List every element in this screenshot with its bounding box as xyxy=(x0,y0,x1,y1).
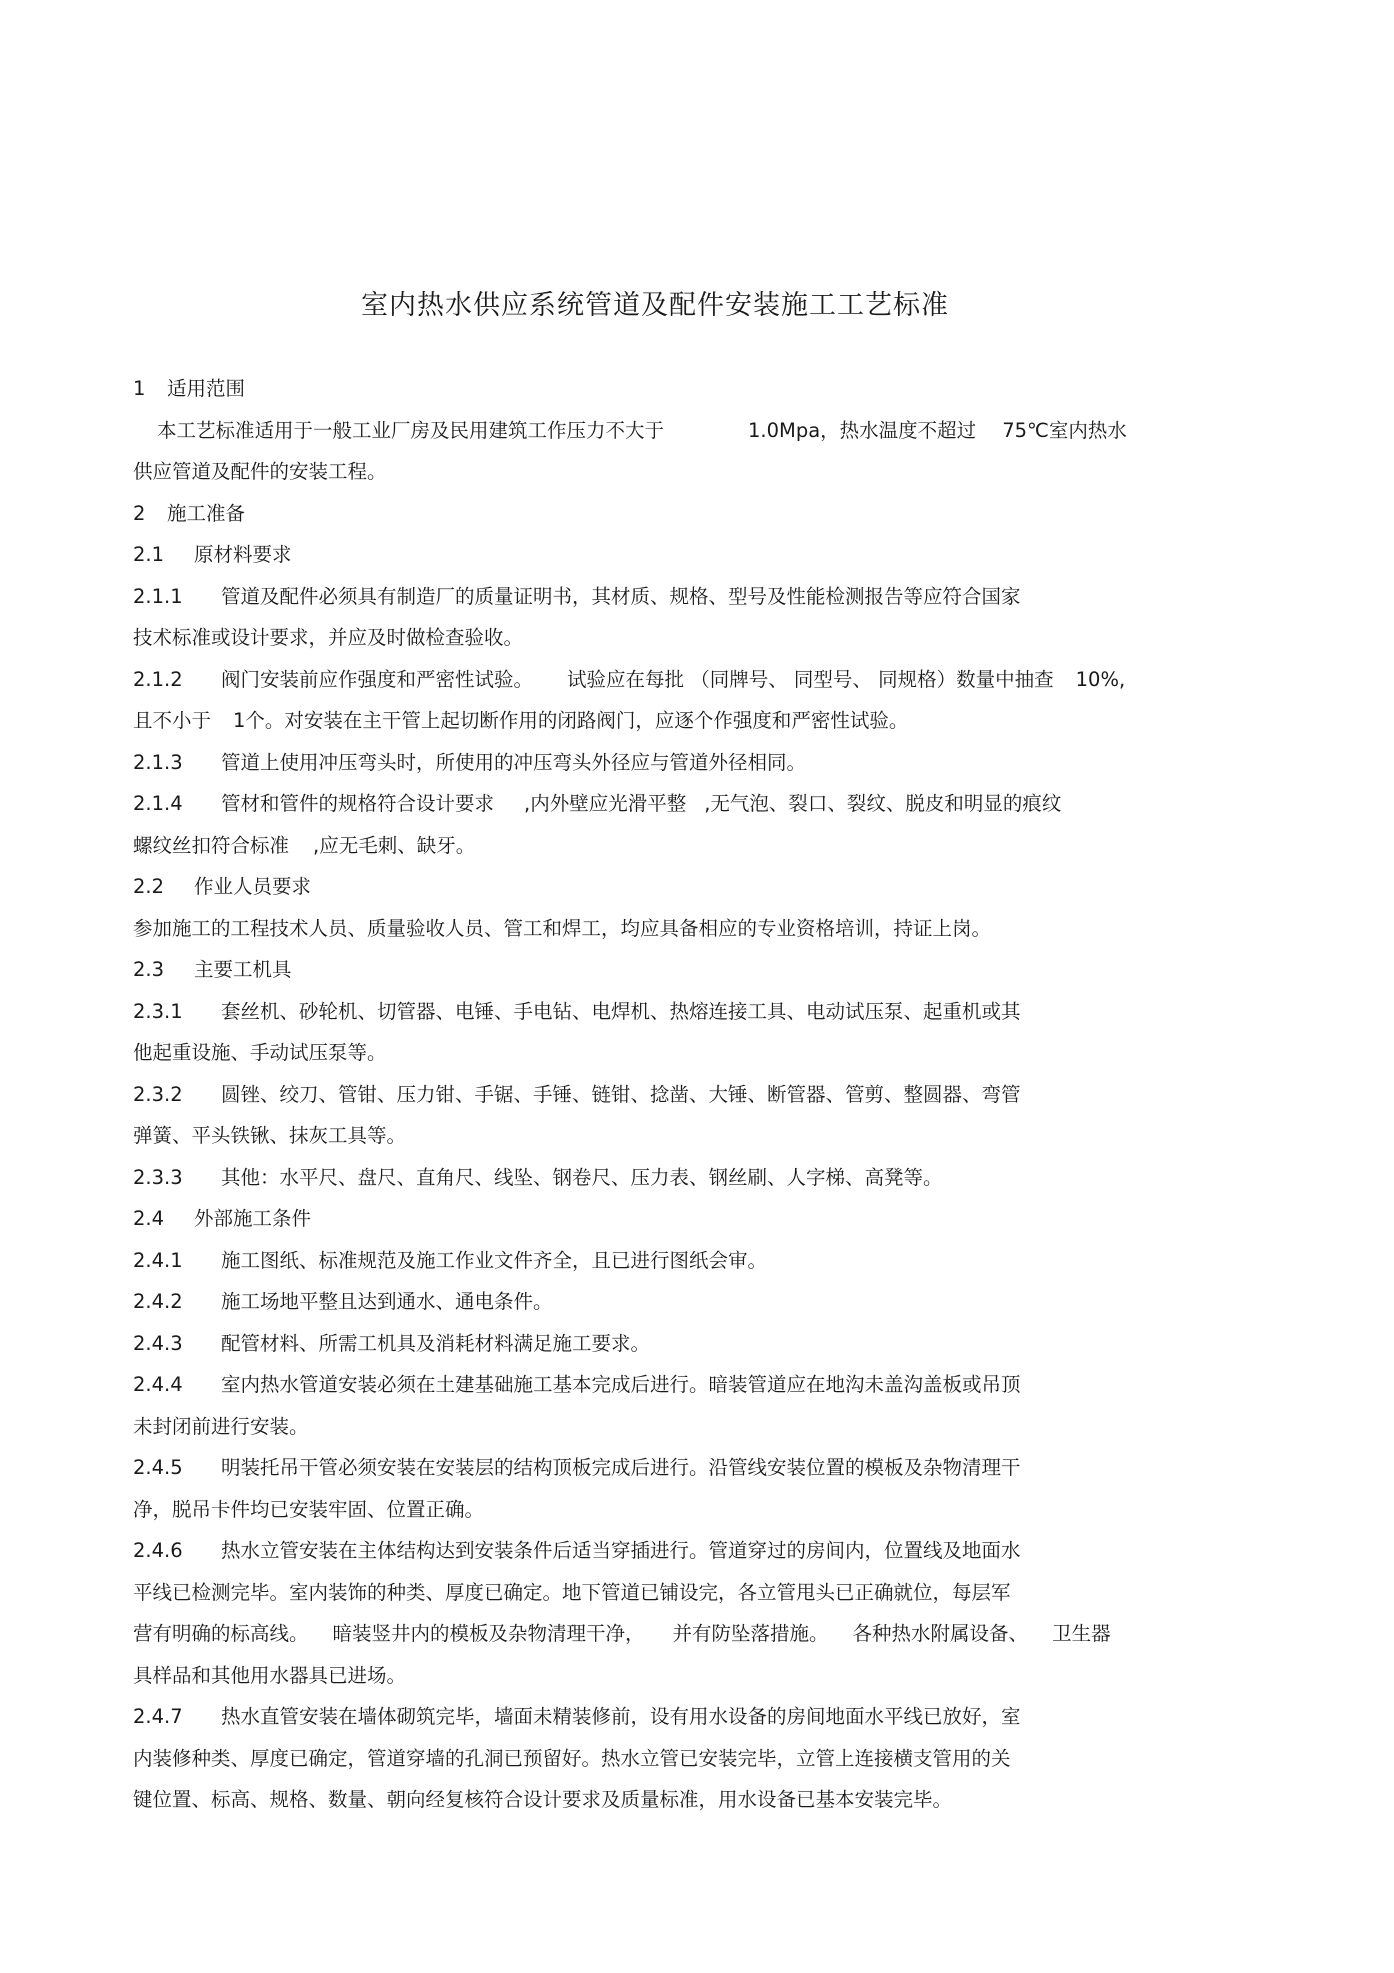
line-text: ,应无毛刺、缺牙。 xyxy=(313,834,476,857)
line-text: 施工图纸、标准规范及施工作业文件齐全，且已进行图纸会审。 xyxy=(221,1249,768,1272)
line-text: 配管材料、所需工机具及消耗材料满足施工要求。 xyxy=(221,1332,651,1355)
section-number: 2.1.2 xyxy=(133,668,183,691)
line-text: 内装修种类、厚度已确定，管道穿墙的孔洞已预留好。热水立管已安装完毕，立管上连接横支管用的关 xyxy=(133,1747,1011,1770)
section-heading xyxy=(133,375,245,403)
line-text: 管道上使用冲压弯头时，所使用的冲压弯头外径应与管道外径相同。 xyxy=(221,751,807,774)
line-text: 净，脱吊卡件均已安装牢固、位置正确。 xyxy=(133,1498,485,1521)
line-text: 施工场地平整且达到通水、通电条件。 xyxy=(221,1290,553,1313)
section-number: 2.4.7 xyxy=(133,1705,183,1728)
line-text: 键位置、标高、规格、数量、朝向经复核符合设计要求及质量标准，用水设备已基本安装完毕。 xyxy=(133,1788,953,1811)
line-text: 管道及配件必须具有制造厂的质量证明书，其材质、规格、型号及性能检测报告等应符合国家 xyxy=(221,585,1021,608)
line-text: 试验应在每批 （同牌号、 同型号、 同规格）数量中抽查 xyxy=(567,668,1054,691)
section-heading xyxy=(133,956,292,984)
paragraph-line xyxy=(133,1496,484,1524)
line-text: 管材和管件的规格符合设计要求 xyxy=(221,792,495,815)
section-number: 2.4.5 xyxy=(133,1456,183,1479)
line-text: 暗装竖井内的模板及杂物清理干净， xyxy=(332,1622,645,1645)
line-text: 供应管道及配件的安装工程。 xyxy=(133,460,387,483)
line-text: 本工艺标准适用于一般工业厂房及民用建筑工作压力不大于 xyxy=(157,419,665,442)
section-number: 2.1.4 xyxy=(133,792,183,815)
line-text: 平线已检测完毕。室内装饰的种类、厚度已确定。地下管道已铺设完，各立管甩头已正确就位，每层军 xyxy=(133,1581,1011,1604)
paragraph-line xyxy=(133,1454,1021,1482)
line-text: 未封闭前进行安装。 xyxy=(133,1415,309,1438)
line-text: 具样品和其他用水器具已进场。 xyxy=(133,1664,407,1687)
section-number: 2.4 xyxy=(133,1207,165,1230)
line-text: 1.0Mpa，热水温度不超过 xyxy=(748,419,977,442)
line-text: 参加施工的工程技术人员、质量验收人员、管工和焊工，均应具备相应的专业资格培训，持证上岗。 xyxy=(133,917,992,940)
line-text: ,无气泡、裂口、裂纹、脱皮和明显的痕纹 xyxy=(704,792,1062,815)
section-number: 2.4.6 xyxy=(133,1539,183,1562)
paragraph-line xyxy=(133,790,1061,818)
section-heading xyxy=(133,541,292,569)
line-text: 其他：水平尺、盘尺、直角尺、线坠、钢卷尺、压力表、钢丝刷、人字梯、高凳等。 xyxy=(221,1166,943,1189)
line-text: 阀门安装前应作强度和严密性试验。 xyxy=(221,668,534,691)
section-heading xyxy=(133,1205,311,1233)
paragraph-line xyxy=(133,707,908,735)
section-number: 1 xyxy=(133,377,146,400)
section-number: 2 xyxy=(133,502,146,525)
line-text: 且不小于 xyxy=(133,709,212,732)
line-text: 热水直管安装在墙体砌筑完毕，墙面未精装修前，设有用水设备的房间地面水平线已放好，室 xyxy=(221,1705,1021,1728)
paragraph-line xyxy=(133,1330,650,1358)
paragraph-line xyxy=(133,666,1125,694)
line-text: 营有明确的标高线。 xyxy=(133,1622,309,1645)
paragraph-line xyxy=(133,583,1021,611)
paragraph-line xyxy=(133,1537,1021,1565)
line-text: 套丝机、砂轮机、切管器、电锤、手电钻、电焊机、热熔连接工具、电动试压泵、起重机或其 xyxy=(221,1000,1021,1023)
paragraph-line xyxy=(133,1703,1021,1731)
section-heading xyxy=(133,500,245,528)
section-number: 2.4.1 xyxy=(133,1249,183,1272)
line-text: 圆锉、绞刀、管钳、压力钳、手锯、手锤、链钳、捻凿、大锤、断管器、管剪、整圆器、弯管 xyxy=(221,1083,1021,1106)
paragraph-line xyxy=(133,1288,553,1316)
paragraph-line xyxy=(133,998,1021,1026)
line-text: 卫生器 xyxy=(1052,1622,1111,1645)
section-heading xyxy=(133,873,311,901)
line-text: 并有防坠落措施。 xyxy=(672,1622,829,1645)
line-text: 各种热水附属设备、 xyxy=(852,1622,1029,1645)
page-title: 室内热水供应系统管道及配件安装施工工艺标准 xyxy=(361,290,949,321)
section-number: 2.1.3 xyxy=(133,751,183,774)
section-number: 2.4.3 xyxy=(133,1332,183,1355)
paragraph-line xyxy=(133,458,387,486)
section-text: 施工准备 xyxy=(167,502,246,525)
paragraph-line xyxy=(133,1081,1021,1109)
section-number: 2.2 xyxy=(133,875,165,898)
line-text: 热水立管安装在主体结构达到安装条件后适当穿插进行。管道穿过的房间内，位置线及地面水 xyxy=(221,1539,1021,1562)
line-text: 1个。对安装在主干管上起切断作用的闭路阀门，应逐个作强度和严密性试验。 xyxy=(233,709,909,732)
section-text: 适用范围 xyxy=(167,377,246,400)
paragraph-line xyxy=(157,417,1127,445)
paragraph-line xyxy=(133,1122,406,1150)
section-text: 主要工机具 xyxy=(194,958,292,981)
line-text: 室内热水管道安装必须在土建基础施工基本完成后进行。暗装管道应在地沟未盖沟盖板或吊顶 xyxy=(221,1373,1021,1396)
paragraph-line xyxy=(133,1579,1011,1607)
line-text: 他起重设施、手动试压泵等。 xyxy=(133,1041,387,1064)
section-number: 2.3.1 xyxy=(133,1000,183,1023)
line-text: 75℃室内热水 xyxy=(1002,419,1127,442)
line-text: 10%, xyxy=(1075,668,1126,691)
paragraph-line xyxy=(133,1247,767,1275)
section-number: 2.4.2 xyxy=(133,1290,183,1313)
line-text: 弹簧、平头铁锹、抹灰工具等。 xyxy=(133,1124,407,1147)
paragraph-line xyxy=(133,1039,387,1067)
paragraph-line xyxy=(133,1371,1021,1399)
paragraph-line xyxy=(133,1620,1111,1648)
paragraph-line xyxy=(133,624,523,652)
line-text: 明装托吊干管必须安装在安装层的结构顶板完成后进行。沿管线安装位置的模板及杂物清理干 xyxy=(221,1456,1021,1479)
paragraph-line xyxy=(133,1164,943,1192)
line-text: ,内外壁应光滑平整 xyxy=(524,792,687,815)
section-number: 2.1.1 xyxy=(133,585,183,608)
line-text: 螺纹丝扣符合标准 xyxy=(133,834,290,857)
section-text: 原材料要求 xyxy=(194,543,292,566)
paragraph-line xyxy=(133,832,475,860)
paragraph-line xyxy=(133,1413,309,1441)
section-number: 2.4.4 xyxy=(133,1373,183,1396)
section-number: 2.3.3 xyxy=(133,1166,183,1189)
paragraph-line xyxy=(133,915,991,943)
line-text: 技术标准或设计要求，并应及时做检查验收。 xyxy=(133,626,524,649)
section-number: 2.1 xyxy=(133,543,165,566)
paragraph-line xyxy=(133,1745,1011,1773)
section-number: 2.3 xyxy=(133,958,165,981)
paragraph-line xyxy=(133,1662,406,1690)
section-number: 2.3.2 xyxy=(133,1083,183,1106)
section-text: 外部施工条件 xyxy=(194,1207,312,1230)
paragraph-line xyxy=(133,1786,952,1814)
section-text: 作业人员要求 xyxy=(194,875,312,898)
paragraph-line xyxy=(133,749,806,777)
